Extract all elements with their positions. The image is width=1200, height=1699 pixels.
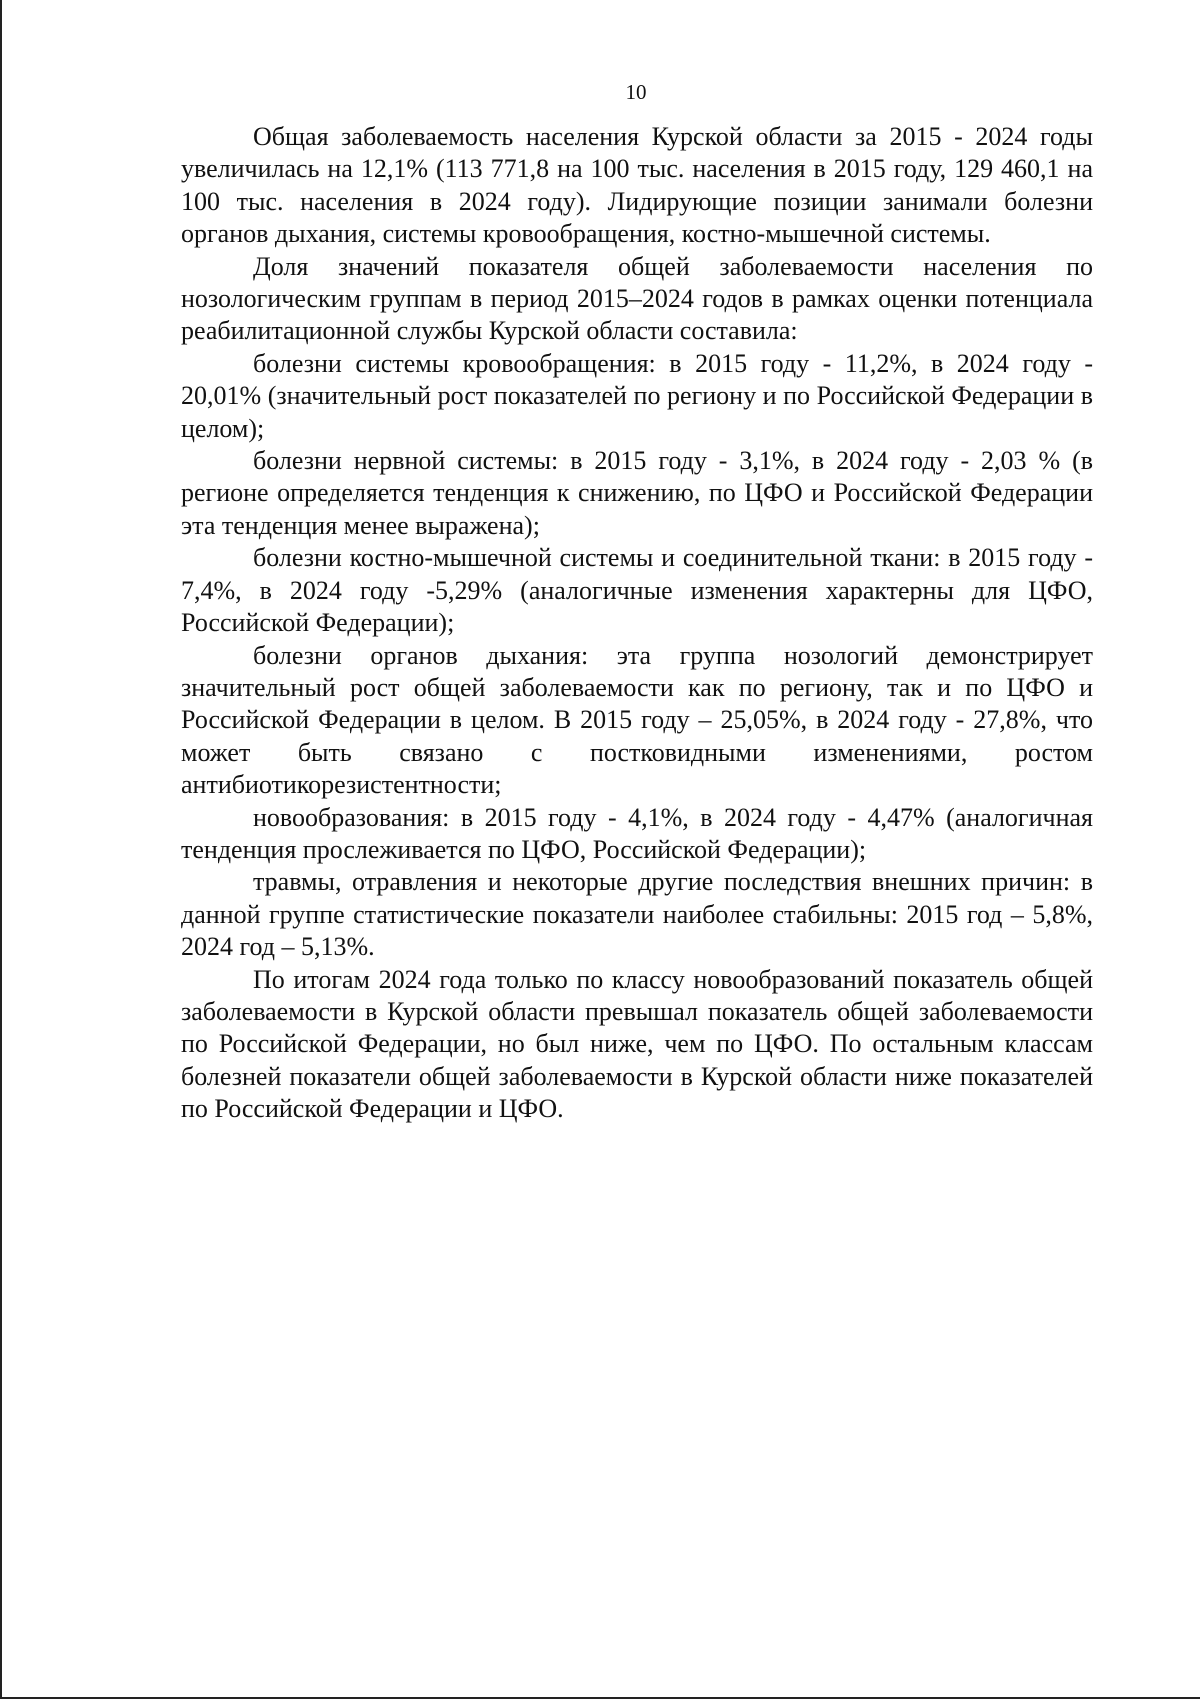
paragraph-nosology-share-intro: Доля значений показателя общей заболеваемости населения по нозологическим группам в период 2015–2024 годов в рамках оценки потенциала реабилитационной службы Курской области составила: bbox=[181, 251, 1093, 346]
paragraph-neoplasms: новообразования: в 2015 году - 4,1%, в 2024 году - 4,47% (аналогичная тенденция прослеживается по ЦФО, Российской Федерации); bbox=[181, 802, 1093, 864]
paragraph-circulatory-diseases: болезни системы кровообращения: в 2015 году - 11,2%, в 2024 году - 20,01% (значительный рост показателей по региону и по Российской Федерации в целом); bbox=[181, 348, 1093, 443]
paragraph-injuries-poisoning: травмы, отравления и некоторые другие последствия внешних причин: в данной группе статистические показатели наиболее стабильны: 2015 год – 5,8%, 2024 год – 5,13%. bbox=[181, 867, 1093, 962]
paragraph-respiratory-diseases: болезни органов дыхания: эта группа нозологий демонстрирует значительный рост общей заболеваемости как по региону, так и по ЦФО и Российской Федерации в целом. В 2015 году – 25,05%, в 2024 году - 27,8%, что может быть связано с постковидными изменениями, ростом антибиотикорезистентности; bbox=[181, 640, 1093, 800]
page-number: 10 bbox=[625, 80, 647, 104]
scan-left-edge bbox=[0, 0, 2, 1699]
paragraph-nervous-system-diseases: болезни нервной системы: в 2015 году - 3,1%, в 2024 году - 2,03 % (в регионе определяется тенденция к снижению, по ЦФО и Российской Федерации эта тенденция менее выражена); bbox=[181, 446, 1093, 540]
paragraph-conclusion-2024: По итогам 2024 года только по классу новообразований показатель общей заболеваемости в Курской области превышал показатель общей заболеваемости по Российской Федерации, но был ниже, чем по ЦФО. По остальным классам болезней показатели общей заболеваемости в Курской области ниже показателей по Российской Федерации и ЦФО. bbox=[181, 964, 1093, 1124]
paragraph-overall-morbidity: Общая заболеваемость населения Курской области за 2015 - 2024 годы увеличилась на 12,1% (113 771,8 на 100 тыс. населения в 2015 году, 129 460,1 на 100 тыс. населения в 2024 году). Лидирующие позиции занимали болезни органов дыхания, системы кровообращения, костно-мышечной системы. bbox=[181, 122, 1093, 249]
document-body bbox=[181, 121, 1093, 1126]
paragraph-musculoskeletal-diseases: болезни костно-мышечной системы и соединительной ткани: в 2015 году - 7,4%, в 2024 году -5,29% (аналогичные изменения характерны для ЦФО, Российской Федерации); bbox=[181, 543, 1093, 638]
